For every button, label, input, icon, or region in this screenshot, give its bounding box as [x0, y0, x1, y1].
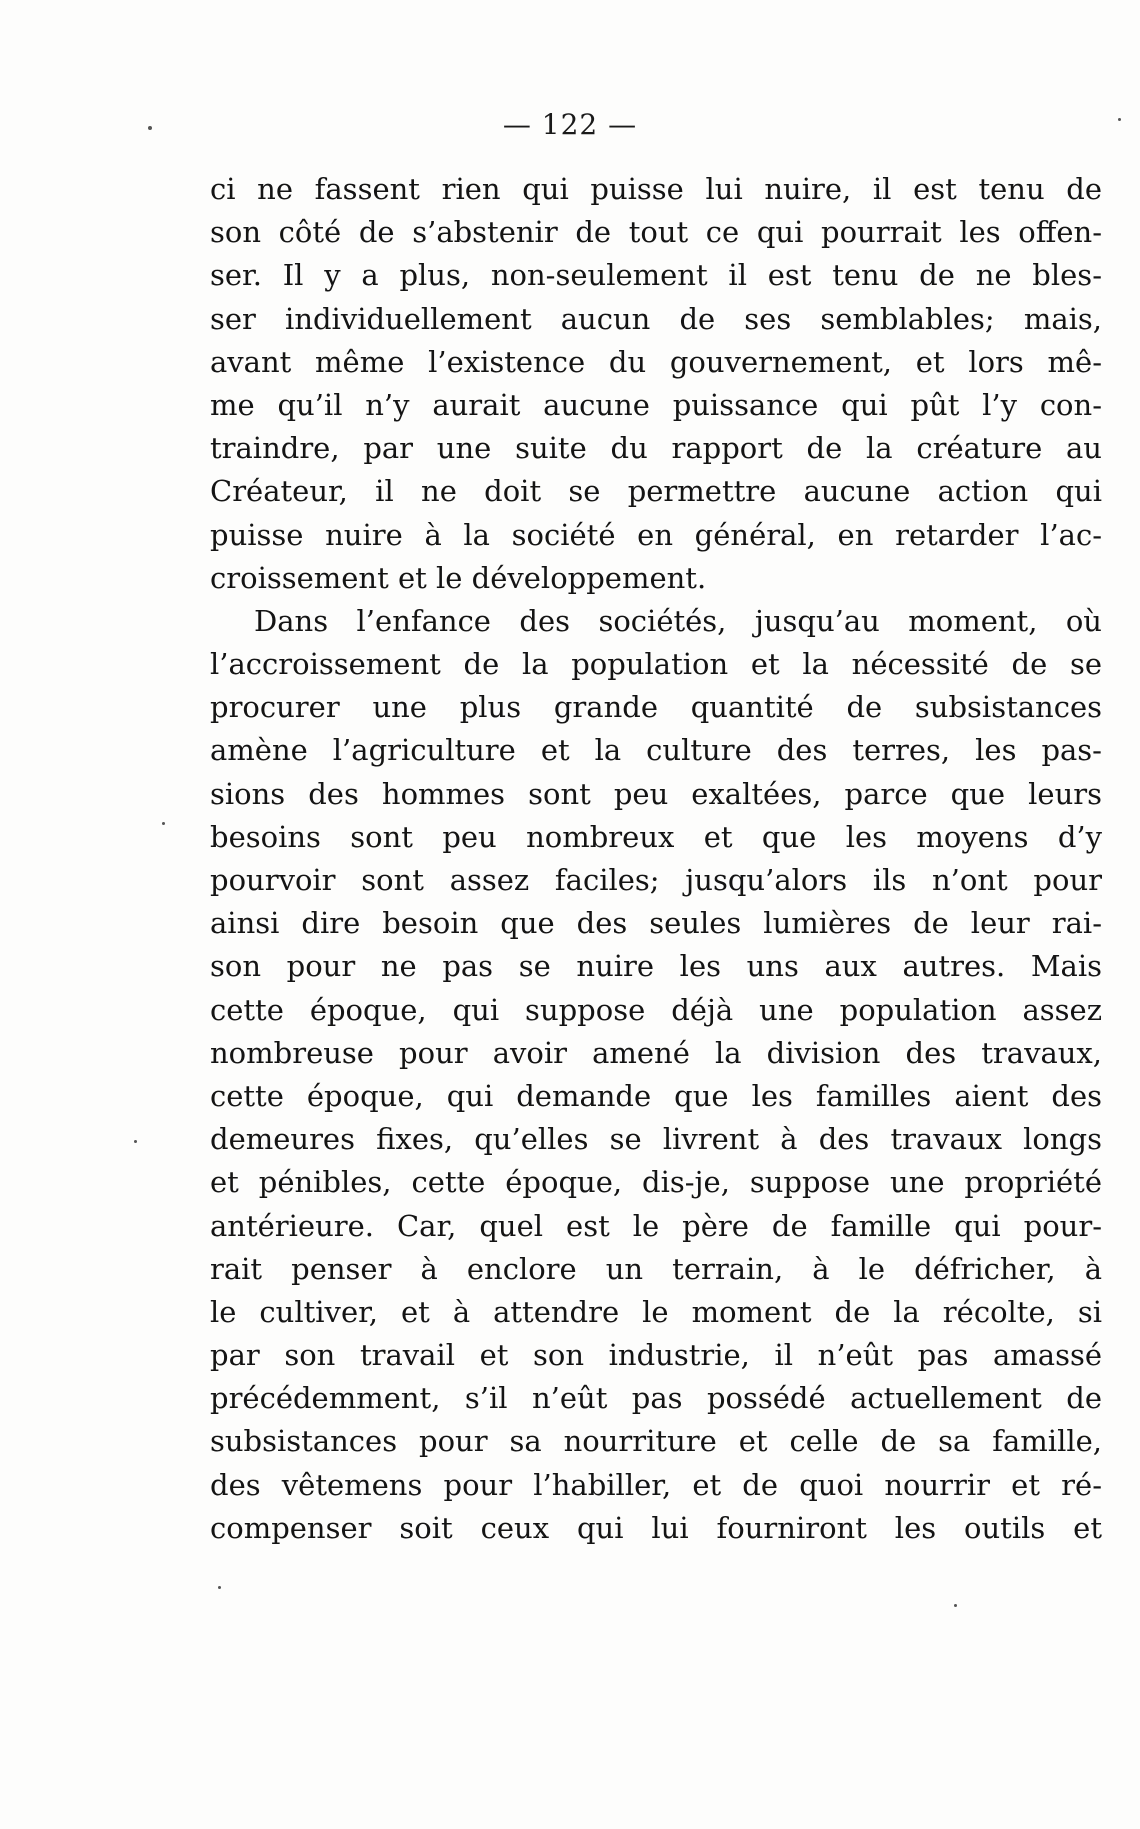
scan-speck — [1118, 118, 1121, 121]
text-line: ser. Il y a plus, non-seulement il est tenu de ne bles- — [210, 258, 1102, 293]
text-line: compenser soit ceux qui lui fourniront les outils et — [210, 1510, 1102, 1545]
scan-speck — [148, 126, 152, 130]
text-line: nombreuse pour avoir amené la division des travaux, — [210, 1035, 1102, 1070]
text-line: sions des hommes sont peu exaltées, parce que leurs — [210, 776, 1102, 811]
text-line: subsistances pour sa nourriture et celle de sa famille, — [210, 1424, 1102, 1459]
text-line: et pénibles, cette époque, dis-je, suppose une propriété — [210, 1165, 1102, 1200]
text-line: cette époque, qui demande que les familles aient des — [210, 1078, 1102, 1113]
text-line: son pour ne pas se nuire les uns aux autres. Mais — [210, 949, 1102, 984]
text-line: amène l’agriculture et la culture des terres, les pas- — [210, 733, 1102, 768]
text-line: des vêtemens pour l’habiller, et de quoi nourrir et ré- — [210, 1467, 1102, 1502]
text-line: ainsi dire besoin que des seules lumières de leur rai- — [210, 906, 1102, 941]
text-line: précédemment, s’il n’eût pas possédé actuellement de — [210, 1381, 1102, 1416]
text-line: cette époque, qui suppose déjà une population assez — [210, 992, 1102, 1027]
text-line: me qu’il n’y aurait aucune puissance qui pût l’y con- — [210, 387, 1102, 422]
text-line: procurer une plus grande quantité de subsistances — [210, 690, 1102, 725]
scan-speck — [162, 822, 165, 825]
text-line: ser individuellement aucun de ses semblables; mais, — [210, 301, 1102, 336]
text-line: pourvoir sont assez faciles; jusqu’alors ils n’ont pour — [210, 863, 1102, 897]
text-line: avant même l’existence du gouvernement, et lors mê- — [210, 344, 1102, 379]
page-number: — 122 — — [502, 108, 638, 141]
text-line: Créateur, il ne doit se permettre aucune action qui — [210, 474, 1102, 509]
scan-speck — [218, 1586, 221, 1589]
scan-speck — [134, 1140, 137, 1143]
text-line: demeures fixes, qu’elles se livrent à des travaux longs — [210, 1122, 1102, 1157]
text-line: traindre, par une suite du rapport de la créature au — [210, 431, 1102, 466]
text-line: besoins sont peu nombreux et que les moyens d’y — [210, 819, 1102, 854]
text-line: le cultiver, et à attendre le moment de la récolte, si — [210, 1294, 1102, 1329]
paragraph-start-line: Dans l’enfance des sociétés, jusqu’au moment, où — [254, 603, 1102, 638]
text-line: ci ne fassent rien qui puisse lui nuire, il est tenu de — [210, 172, 1102, 206]
text-line: par son travail et son industrie, il n’eût pas amassé — [210, 1338, 1102, 1373]
text-line: rait penser à enclore un terrain, à le défricher, à — [210, 1251, 1102, 1286]
scan-speck — [954, 1604, 957, 1607]
text-line: croissement et le développement. — [210, 560, 707, 595]
body-text — [210, 168, 1102, 1550]
text-line: son côté de s’abstenir de tout ce qui pourrait les offen- — [210, 215, 1102, 250]
text-line: l’accroissement de la population et la nécessité de se — [210, 647, 1102, 682]
text-line: antérieure. Car, quel est le père de famille qui pour- — [210, 1208, 1102, 1243]
text-line: puisse nuire à la société en général, en retarder l’ac- — [210, 517, 1102, 552]
